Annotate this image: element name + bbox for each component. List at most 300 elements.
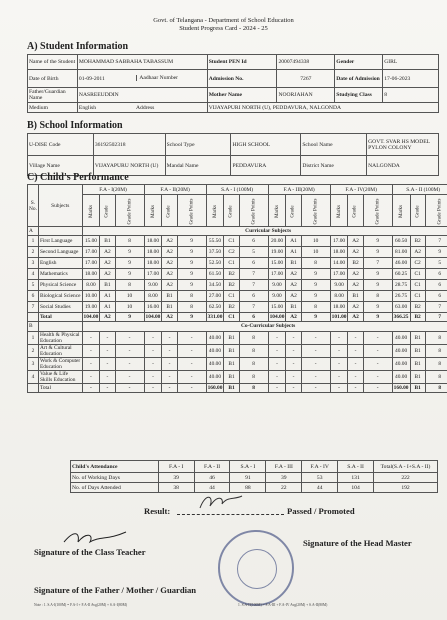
marks-cell: - xyxy=(268,370,286,383)
parent-signature-label: Signature of the Father / Mother / Guardian xyxy=(34,585,197,595)
total-b-cell: B1 xyxy=(410,383,425,392)
grade-points-cell: 9 xyxy=(425,247,447,258)
days-attended-cell: 88 xyxy=(230,483,266,493)
sno-cell: 3 xyxy=(28,258,39,269)
marks-cell: - xyxy=(82,357,100,370)
result-label: Result: xyxy=(144,506,171,516)
grade-points-cell: 9 xyxy=(363,269,392,280)
attendance-title: Child's Attendance xyxy=(71,461,159,473)
total-a-cell: 104.00 xyxy=(83,314,99,321)
grade-points-cell: - xyxy=(301,370,330,383)
grade-points-cell: 9 xyxy=(177,236,206,247)
sno-cell: 5 xyxy=(28,280,39,291)
marks-cell: 40.00 xyxy=(206,370,224,383)
grade-cell: - xyxy=(348,331,363,344)
grade-cell: B1 xyxy=(162,302,177,313)
school-type-label: School Type xyxy=(165,134,231,156)
grade-points-cell: 9 xyxy=(301,291,330,302)
marks-cell: 27.00 xyxy=(206,291,224,302)
grade-cell: B1 xyxy=(410,344,425,357)
marks-cell: 62.50 xyxy=(206,302,224,313)
card-title: Student Progress Card - 2024 - 25 xyxy=(179,25,268,32)
grade-points-header-text: Grade Points xyxy=(189,198,195,224)
marks-header-text: Marks xyxy=(336,204,342,218)
grade-points-cell: - xyxy=(177,331,206,344)
marks-cell: 61.50 xyxy=(206,269,224,280)
marks-cell: 15.00 xyxy=(82,236,100,247)
total-b-cell: B1 xyxy=(224,383,239,392)
total-b-cell: 8 xyxy=(239,383,268,392)
total-b-cell: - xyxy=(348,383,363,392)
marks-cell: 18.00 xyxy=(330,302,348,313)
total-a-cell: 7 xyxy=(425,313,447,322)
village-value: VIJAYAPURU NORTH (U) xyxy=(93,156,165,176)
sub-header-row xyxy=(28,195,447,227)
grade-cell: B2 xyxy=(224,280,239,291)
grade-points-header-text: Grade Points xyxy=(313,198,319,224)
note-right: 1. S.A-II(100M) = F.A-III + F.A-IV Avg(20M) + S.A-II(80M) xyxy=(238,603,328,607)
grade-cell: A2 xyxy=(100,269,115,280)
total-a-row xyxy=(28,313,447,322)
grade-points-cell: 8 xyxy=(425,331,447,344)
grade-cell: A1 xyxy=(100,302,115,313)
marks-cell: 8.00 xyxy=(82,280,100,291)
grade-points-cell: - xyxy=(115,370,144,383)
subject-name: Physical Science xyxy=(38,280,82,291)
grade-points-cell: 10 xyxy=(115,291,144,302)
grade-cell: B1 xyxy=(410,370,425,383)
sno-cell: 1 xyxy=(28,331,39,344)
grade-points-cell: 9 xyxy=(115,269,144,280)
class-teacher-signature-label: Signature of the Class Teacher xyxy=(34,547,146,557)
grade-points-cell: 7 xyxy=(239,280,268,291)
cocurricular-header-row xyxy=(28,322,447,331)
grade-cell: A2 xyxy=(410,247,425,258)
dob-label: Date of Birth xyxy=(28,70,78,88)
grade-points-header xyxy=(425,195,447,227)
grade-points-cell: 8 xyxy=(425,370,447,383)
admission-value: 7267 xyxy=(277,70,335,88)
grade-points-cell: 6 xyxy=(239,291,268,302)
curricular-header-row xyxy=(28,227,447,236)
grade-header-text: Grade xyxy=(166,204,172,218)
grade-cell: C2 xyxy=(410,258,425,269)
grade-cell: - xyxy=(162,331,177,344)
cocurricular-subjects-title: Co-Curricular Subjects xyxy=(82,322,447,331)
curricular-subjects-title: Curricular Subjects xyxy=(82,227,447,236)
grade-points-header-text: Grade Points xyxy=(127,198,133,224)
address-value: VIJAYAPURI NORTH (U), PEDDAVURA, NALGONDA xyxy=(207,103,438,113)
grade-cell: B1 xyxy=(286,302,301,313)
grade-cell: A2 xyxy=(348,302,363,313)
marks-cell: 55.50 xyxy=(206,236,224,247)
grade-cell: B2 xyxy=(410,302,425,313)
subject-name: Work & Computer Education xyxy=(39,357,81,370)
attendance-table xyxy=(70,460,438,493)
result-line xyxy=(177,514,284,515)
attendance-col-header: S.A - II xyxy=(338,461,374,473)
grade-cell: A2 xyxy=(162,280,177,291)
marks-cell: 17.00 xyxy=(82,258,100,269)
grade-points-cell: 7 xyxy=(363,258,392,269)
total-a-cell: B2 xyxy=(410,313,425,322)
sa1-header: S.A - I (100M) xyxy=(206,185,268,195)
subject-row xyxy=(28,247,447,258)
subjects-header: Subjects xyxy=(38,185,82,227)
grade-cell: B1 xyxy=(100,280,115,291)
district-label: District Name xyxy=(301,156,367,176)
marks-cell: - xyxy=(82,344,100,357)
marks-cell: 17.00 xyxy=(144,269,162,280)
marks-cell: 40.00 xyxy=(392,357,410,370)
marks-header-text: Marks xyxy=(398,204,404,218)
marks-cell: 40.00 xyxy=(392,370,410,383)
grade-points-cell: 5 xyxy=(425,258,447,269)
grade-points-header xyxy=(115,195,144,227)
department-title: Govt. of Telangana - Department of School Education xyxy=(153,17,294,24)
grade-cell: - xyxy=(100,357,115,370)
grade-points-cell: 9 xyxy=(363,302,392,313)
fa4-header: F.A - IV(20M) xyxy=(330,185,392,195)
grade-points-cell: 8 xyxy=(239,344,268,357)
marks-cell: - xyxy=(144,331,162,344)
grade-cell: - xyxy=(286,331,301,344)
mandal-label: Mandal Name xyxy=(165,156,231,176)
marks-cell: 9.00 xyxy=(268,280,286,291)
grade-cell: B1 xyxy=(162,291,177,302)
grade-points-cell: 7 xyxy=(425,302,447,313)
grade-points-cell: - xyxy=(115,357,144,370)
sno-cell: 6 xyxy=(28,291,39,302)
grade-cell: A2 xyxy=(162,258,177,269)
sno-cell: 4 xyxy=(28,269,39,280)
grade-cell: A2 xyxy=(286,269,301,280)
days-attended-cell: 192 xyxy=(374,483,438,493)
grade-points-cell: - xyxy=(363,344,392,357)
performance-table xyxy=(27,184,447,393)
grade-points-cell: - xyxy=(301,331,330,344)
grade-points-cell: 8 xyxy=(115,236,144,247)
grade-points-cell: - xyxy=(177,370,206,383)
marks-cell: 17.00 xyxy=(330,236,348,247)
sno-cell: 7 xyxy=(28,302,39,313)
grade-points-cell: 6 xyxy=(425,280,447,291)
grade-cell: A2 xyxy=(348,236,363,247)
grade-points-cell: 9 xyxy=(363,280,392,291)
marks-cell: 17.00 xyxy=(330,269,348,280)
marks-cell: 40.00 xyxy=(206,331,224,344)
school-name-label: School Name xyxy=(301,134,367,156)
fa3-header: F.A - III(20M) xyxy=(268,185,330,195)
grade-cell: - xyxy=(100,344,115,357)
working-days-cell: 91 xyxy=(230,473,266,483)
grade-cell: A2 xyxy=(348,280,363,291)
grade-cell: B1 xyxy=(348,291,363,302)
marks-header xyxy=(82,195,100,227)
grade-cell: B1 xyxy=(100,236,115,247)
total-b-cell: - xyxy=(301,383,330,392)
marks-header-text: Marks xyxy=(274,204,280,218)
school-name-value: GOVT. SVAR HS MODEL PYLON COLONY xyxy=(367,134,439,156)
grade-points-cell: 8 xyxy=(425,357,447,370)
marks-cell: 18.00 xyxy=(144,247,162,258)
grade-points-cell: 9 xyxy=(363,236,392,247)
total-b-cell: - xyxy=(115,383,144,392)
grade-cell: B1 xyxy=(224,344,239,357)
grade-cell: B1 xyxy=(410,331,425,344)
class-value: 8 xyxy=(383,88,439,103)
grade-header xyxy=(410,195,425,227)
marks-cell: 9.00 xyxy=(330,280,348,291)
grade-cell: A2 xyxy=(348,269,363,280)
sno-cell: 1 xyxy=(28,236,39,247)
grade-points-cell: 9 xyxy=(363,247,392,258)
total-b-row xyxy=(28,383,447,392)
marks-cell: 18.00 xyxy=(144,258,162,269)
total-a-cell: 9 xyxy=(177,313,206,322)
grade-cell: A1 xyxy=(286,247,301,258)
total-b-cell: 160.00 xyxy=(393,384,409,391)
grade-points-cell: - xyxy=(301,357,330,370)
section-c-title: C) Child's Performance xyxy=(27,172,129,183)
grade-cell: - xyxy=(100,331,115,344)
father-value: NASREEUDDIN xyxy=(77,88,207,103)
total-a-cell: A2 xyxy=(100,313,115,322)
blank-cell xyxy=(38,227,82,236)
marks-cell: 37.50 xyxy=(206,247,224,258)
total-a-cell: 104.00 xyxy=(269,314,285,321)
grade-points-cell: 9 xyxy=(177,269,206,280)
sno-header: S. No. xyxy=(28,185,39,227)
marks-cell: - xyxy=(268,344,286,357)
result-value: Passed / Promoted xyxy=(287,506,355,516)
grade-points-cell: - xyxy=(177,357,206,370)
days-attended-label: No. of Days Attended xyxy=(71,483,159,493)
marks-cell: 18.00 xyxy=(144,236,162,247)
grade-points-cell: 10 xyxy=(115,302,144,313)
marks-cell: 15.00 xyxy=(268,302,286,313)
marks-cell: 17.00 xyxy=(82,247,100,258)
grade-points-cell: - xyxy=(301,344,330,357)
total-a-cell: A2 xyxy=(348,313,363,322)
grade-cell: A2 xyxy=(286,280,301,291)
attendance-col-header: F.A - II xyxy=(194,461,230,473)
sno-cell: 4 xyxy=(28,370,39,383)
marks-cell: 17.00 xyxy=(268,269,286,280)
udise-label: U-DISE Code xyxy=(28,134,94,156)
days-attended-cell: 44 xyxy=(302,483,338,493)
marks-cell: 18.00 xyxy=(330,247,348,258)
school-info-table xyxy=(27,133,439,176)
grade-points-cell: 8 xyxy=(177,302,206,313)
grade-cell: A2 xyxy=(100,247,115,258)
marks-cell: - xyxy=(268,357,286,370)
days-attended-cell: 104 xyxy=(338,483,374,493)
grade-header xyxy=(348,195,363,227)
blank-cell xyxy=(28,383,39,392)
mother-value: NOORJAHAN xyxy=(277,88,335,103)
subject-row xyxy=(28,258,447,269)
total-b-cell: - xyxy=(177,383,206,392)
total-a-cell: 9 xyxy=(301,313,330,322)
marks-cell: 40.00 xyxy=(206,344,224,357)
marks-cell: 19.00 xyxy=(82,302,100,313)
section-b-title: B) School Information xyxy=(27,120,123,131)
marks-header-text: Marks xyxy=(212,204,218,218)
sa2-header: S.A - II (100M) xyxy=(392,185,447,195)
dob-aadhaar-cell xyxy=(77,70,207,88)
marks-cell: - xyxy=(144,344,162,357)
marks-header xyxy=(268,195,286,227)
marks-cell: 46.00 xyxy=(392,258,410,269)
working-days-cell: 131 xyxy=(338,473,374,483)
sno-cell: 3 xyxy=(28,357,39,370)
grade-points-cell: 6 xyxy=(425,269,447,280)
result-signature-icon xyxy=(196,490,246,514)
grade-cell: B2 xyxy=(348,258,363,269)
grade-points-cell: 9 xyxy=(301,269,330,280)
blank-cell xyxy=(28,313,39,322)
group-b-label: B xyxy=(28,322,39,331)
grade-points-cell: 8 xyxy=(301,302,330,313)
subject-name: Health & Physical Education xyxy=(38,331,82,344)
grade-header-text: Grade xyxy=(353,204,359,218)
total-a-cell: A2 xyxy=(286,313,301,322)
total-b-cell: - xyxy=(100,383,115,392)
name-label: Name of the Student xyxy=(28,55,78,70)
marks-cell: - xyxy=(144,357,162,370)
class-label: Studying Class xyxy=(335,88,383,103)
section-a-title: A) Student Information xyxy=(27,41,129,52)
grade-cell: - xyxy=(162,344,177,357)
grade-cell: C1 xyxy=(224,291,239,302)
fa2-header: F.A - II(20M) xyxy=(144,185,206,195)
total-b-cell: 160.00 xyxy=(207,384,223,391)
grade-cell: A2 xyxy=(162,269,177,280)
marks-cell: - xyxy=(330,357,348,370)
grade-cell: B2 xyxy=(224,269,239,280)
grade-cell: - xyxy=(348,357,363,370)
grade-cell: - xyxy=(348,370,363,383)
total-b-cell: - xyxy=(268,383,286,392)
attendance-col-header: F.A - IV xyxy=(302,461,338,473)
total-b-cell: - xyxy=(363,383,392,392)
attendance-col-header: F.A - III xyxy=(266,461,302,473)
subject-row xyxy=(28,302,447,313)
marks-cell: 18.00 xyxy=(82,269,100,280)
grade-points-cell: 8 xyxy=(425,344,447,357)
sno-cell: 2 xyxy=(28,344,39,357)
subject-name: Biological Science xyxy=(38,291,82,302)
grade-points-cell: 5 xyxy=(239,247,268,258)
grade-points-header xyxy=(363,195,392,227)
grade-points-cell: 9 xyxy=(177,247,206,258)
grade-cell: B1 xyxy=(286,258,301,269)
subject-name: First Language xyxy=(38,236,82,247)
grade-points-cell: 8 xyxy=(301,258,330,269)
blank-cell xyxy=(38,322,82,331)
grade-points-header-text: Grade Points xyxy=(437,198,443,224)
marks-cell: 8.00 xyxy=(144,291,162,302)
cocurricular-row xyxy=(28,357,447,370)
marks-cell: 8.00 xyxy=(330,291,348,302)
grade-cell: - xyxy=(286,344,301,357)
grade-points-cell: 8 xyxy=(239,370,268,383)
school-seal-icon xyxy=(218,530,294,606)
marks-cell: 40.00 xyxy=(392,344,410,357)
fa1-header: F.A - I(20M) xyxy=(82,185,144,195)
medium-label: Medium xyxy=(28,103,78,113)
marks-cell: - xyxy=(330,344,348,357)
grade-points-header xyxy=(301,195,330,227)
gender-label: Gender xyxy=(335,55,383,70)
grade-cell: C2 xyxy=(224,247,239,258)
total-a-cell: 366.25 xyxy=(393,314,409,321)
grade-points-cell: 9 xyxy=(115,258,144,269)
gender-value: GIRL xyxy=(383,55,439,70)
medium-address-cell xyxy=(77,103,207,113)
grade-points-cell: 9 xyxy=(115,247,144,258)
grade-points-header xyxy=(239,195,268,227)
marks-cell: 14.00 xyxy=(330,258,348,269)
subject-row xyxy=(28,269,447,280)
marks-cell: - xyxy=(330,331,348,344)
marks-cell: 10.00 xyxy=(82,291,100,302)
head-master-signature-label: Signature of the Head Master xyxy=(303,538,412,548)
grade-header-text: Grade xyxy=(229,204,235,218)
working-days-cell: 39 xyxy=(266,473,302,483)
total-a-cell: A2 xyxy=(162,313,177,322)
grade-points-cell: 7 xyxy=(239,302,268,313)
marks-header xyxy=(330,195,348,227)
grade-cell: C1 xyxy=(410,269,425,280)
grade-cell: B2 xyxy=(224,302,239,313)
grade-points-cell: - xyxy=(363,370,392,383)
grade-points-cell: 9 xyxy=(177,258,206,269)
marks-cell: 52.50 xyxy=(206,258,224,269)
grade-points-cell: - xyxy=(363,357,392,370)
marks-header xyxy=(144,195,162,227)
marks-cell: - xyxy=(268,331,286,344)
subject-name: Value & Life Skills Education xyxy=(38,370,82,383)
attendance-col-header: S.A - I xyxy=(230,461,266,473)
subject-row xyxy=(28,236,447,247)
udise-value: 36192502318 xyxy=(93,134,165,156)
grade-header xyxy=(286,195,301,227)
grade-cell: A2 xyxy=(100,258,115,269)
grade-header xyxy=(224,195,239,227)
marks-cell: 63.00 xyxy=(392,302,410,313)
grade-cell: A2 xyxy=(162,236,177,247)
grade-cell: B2 xyxy=(410,236,425,247)
grade-header-text: Grade xyxy=(415,204,421,218)
grade-points-cell: - xyxy=(115,344,144,357)
working-days-cell: 53 xyxy=(302,473,338,483)
grade-cell: B1 xyxy=(224,370,239,383)
marks-cell: 9.00 xyxy=(268,291,286,302)
total-b-cell: - xyxy=(286,383,301,392)
working-days-label: No. of Working Days xyxy=(71,473,159,483)
cocurricular-row xyxy=(28,344,447,357)
grade-points-cell: 7 xyxy=(239,269,268,280)
grade-cell: C1 xyxy=(224,236,239,247)
marks-header xyxy=(392,195,410,227)
grade-cell: - xyxy=(162,370,177,383)
grade-cell: - xyxy=(286,370,301,383)
total-b-label: Total xyxy=(38,383,82,392)
grade-points-cell: - xyxy=(363,331,392,344)
total-b-cell: - xyxy=(330,383,348,392)
